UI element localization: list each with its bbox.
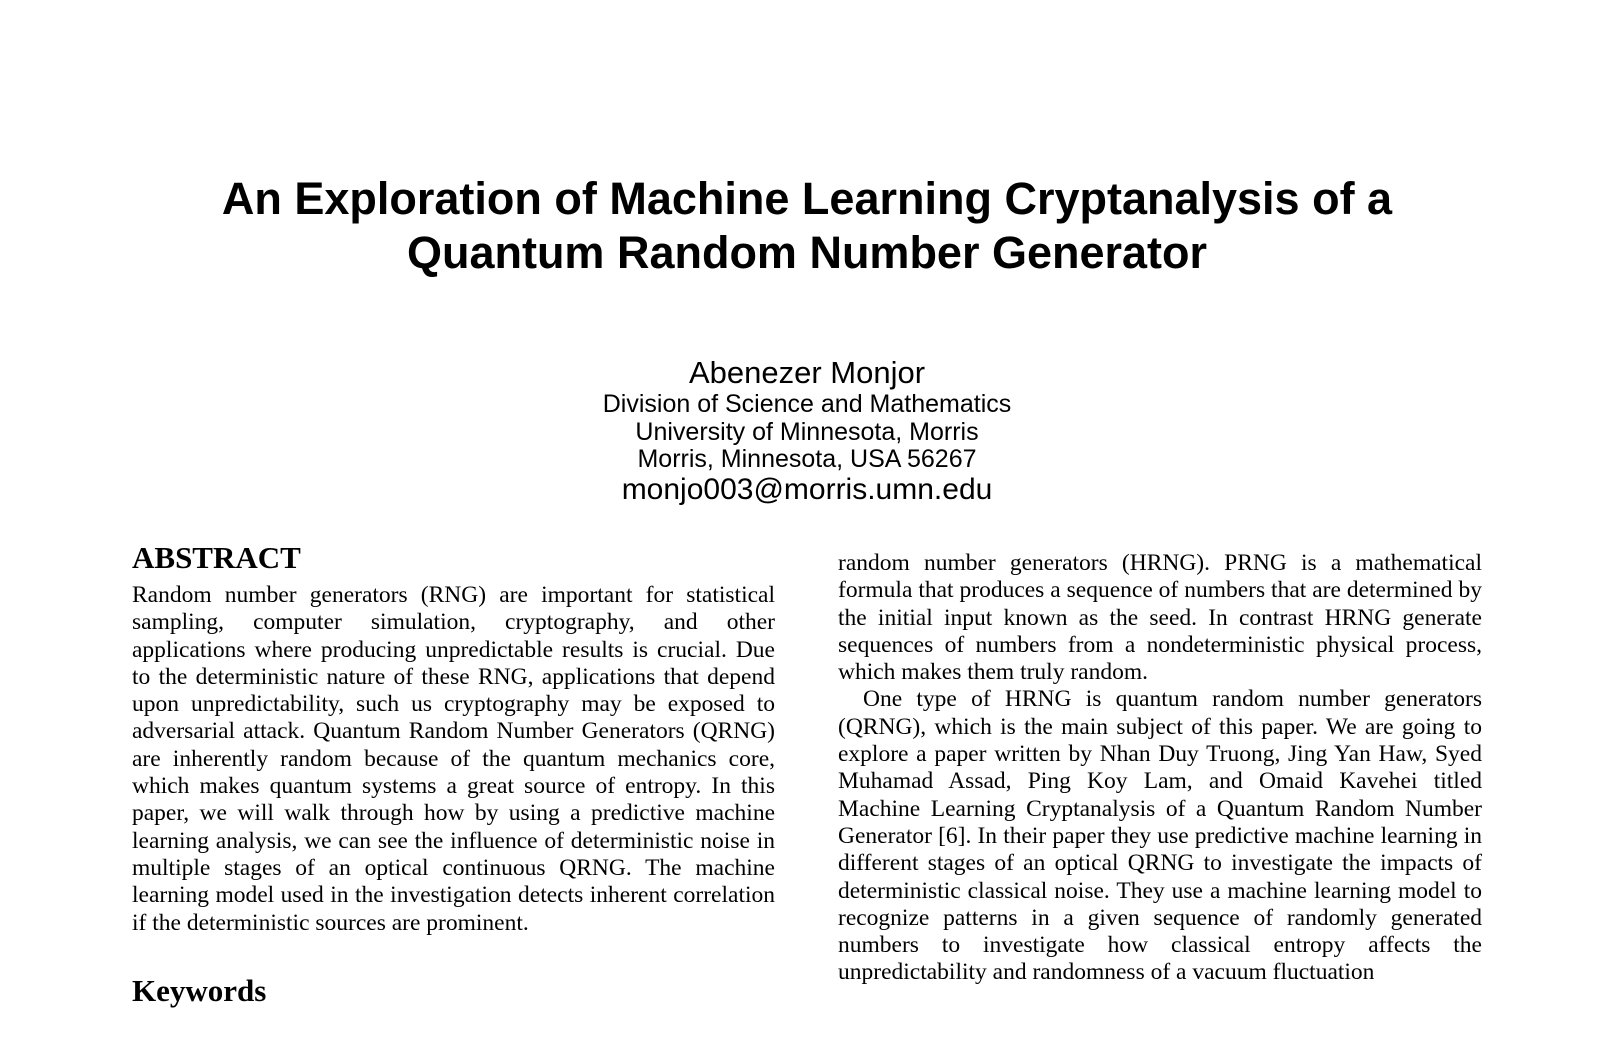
affiliation-division: Division of Science and Mathematics bbox=[602, 390, 1012, 418]
intro-paragraph-2: One type of HRNG is quantum random number generators (QRNG), which is the main subject of this paper. We are going to explore a paper written by Nhan Duy Truong, Jing Yan Haw, Syed Muhamad Assad, Ping Koy Lam, and Omaid Kavehei titled Machine Learning Cryptanalysis of a Quantum Random Number Generator [6]. In their paper they use predictive machine learning in different stages of an optical QRNG to investigate the impacts of deterministic classical noise. They use a machine learning model to recognize patterns in a given sequence of randomly generated numbers to investigate how classical entropy affects the unpredictability and randomness of a vacuum fluctuation bbox=[838, 686, 1482, 986]
paper-title-line-2: Quantum Random Number Generator bbox=[406, 227, 1208, 278]
keywords-heading: Keywords bbox=[132, 972, 267, 1008]
author-block bbox=[0, 355, 1614, 505]
abstract-text: Random number generators (RNG) are important for statistical sampling, computer simulation, cryptography, and other applications where producing unpredictable results is crucial. Due to the deterministic nature of these RNG, applications that depend upon unpredictability, such us cryptography may be exposed to adversarial attack. Quantum Random Number Generators (QRNG) are inherently random because of the quantum mechanics core, which makes quantum systems a great source of entropy. In this paper, we will walk through how by using a predictive machine learning analysis, we can see the influence of deterministic noise in multiple stages of an optical continuous QRNG. The machine learning model used in the investigation detects inherent correlation if the deterministic sources are prominent. bbox=[132, 582, 775, 936]
affiliation-address: Morris, Minnesota, USA 56267 bbox=[637, 445, 977, 473]
paper-title bbox=[0, 172, 1614, 280]
right-column bbox=[838, 550, 1482, 987]
paper-title-line-1: An Exploration of Machine Learning Cryptanalysis of a bbox=[221, 173, 1393, 224]
author-name: Abenezer Monjor bbox=[688, 355, 926, 390]
author-email: monjo003@morris.umn.edu bbox=[621, 472, 993, 506]
left-column bbox=[132, 540, 775, 1015]
intro-paragraph-1: random number generators (HRNG). PRNG is a mathematical formula that produces a sequence of numbers that are determined by the initial input known as the seed. In contrast HRNG generate sequences of numbers from a nondeterministic physical process, which makes them truly random. bbox=[838, 550, 1482, 686]
affiliation-university: University of Minnesota, Morris bbox=[635, 417, 979, 446]
abstract-heading: ABSTRACT bbox=[132, 540, 301, 575]
